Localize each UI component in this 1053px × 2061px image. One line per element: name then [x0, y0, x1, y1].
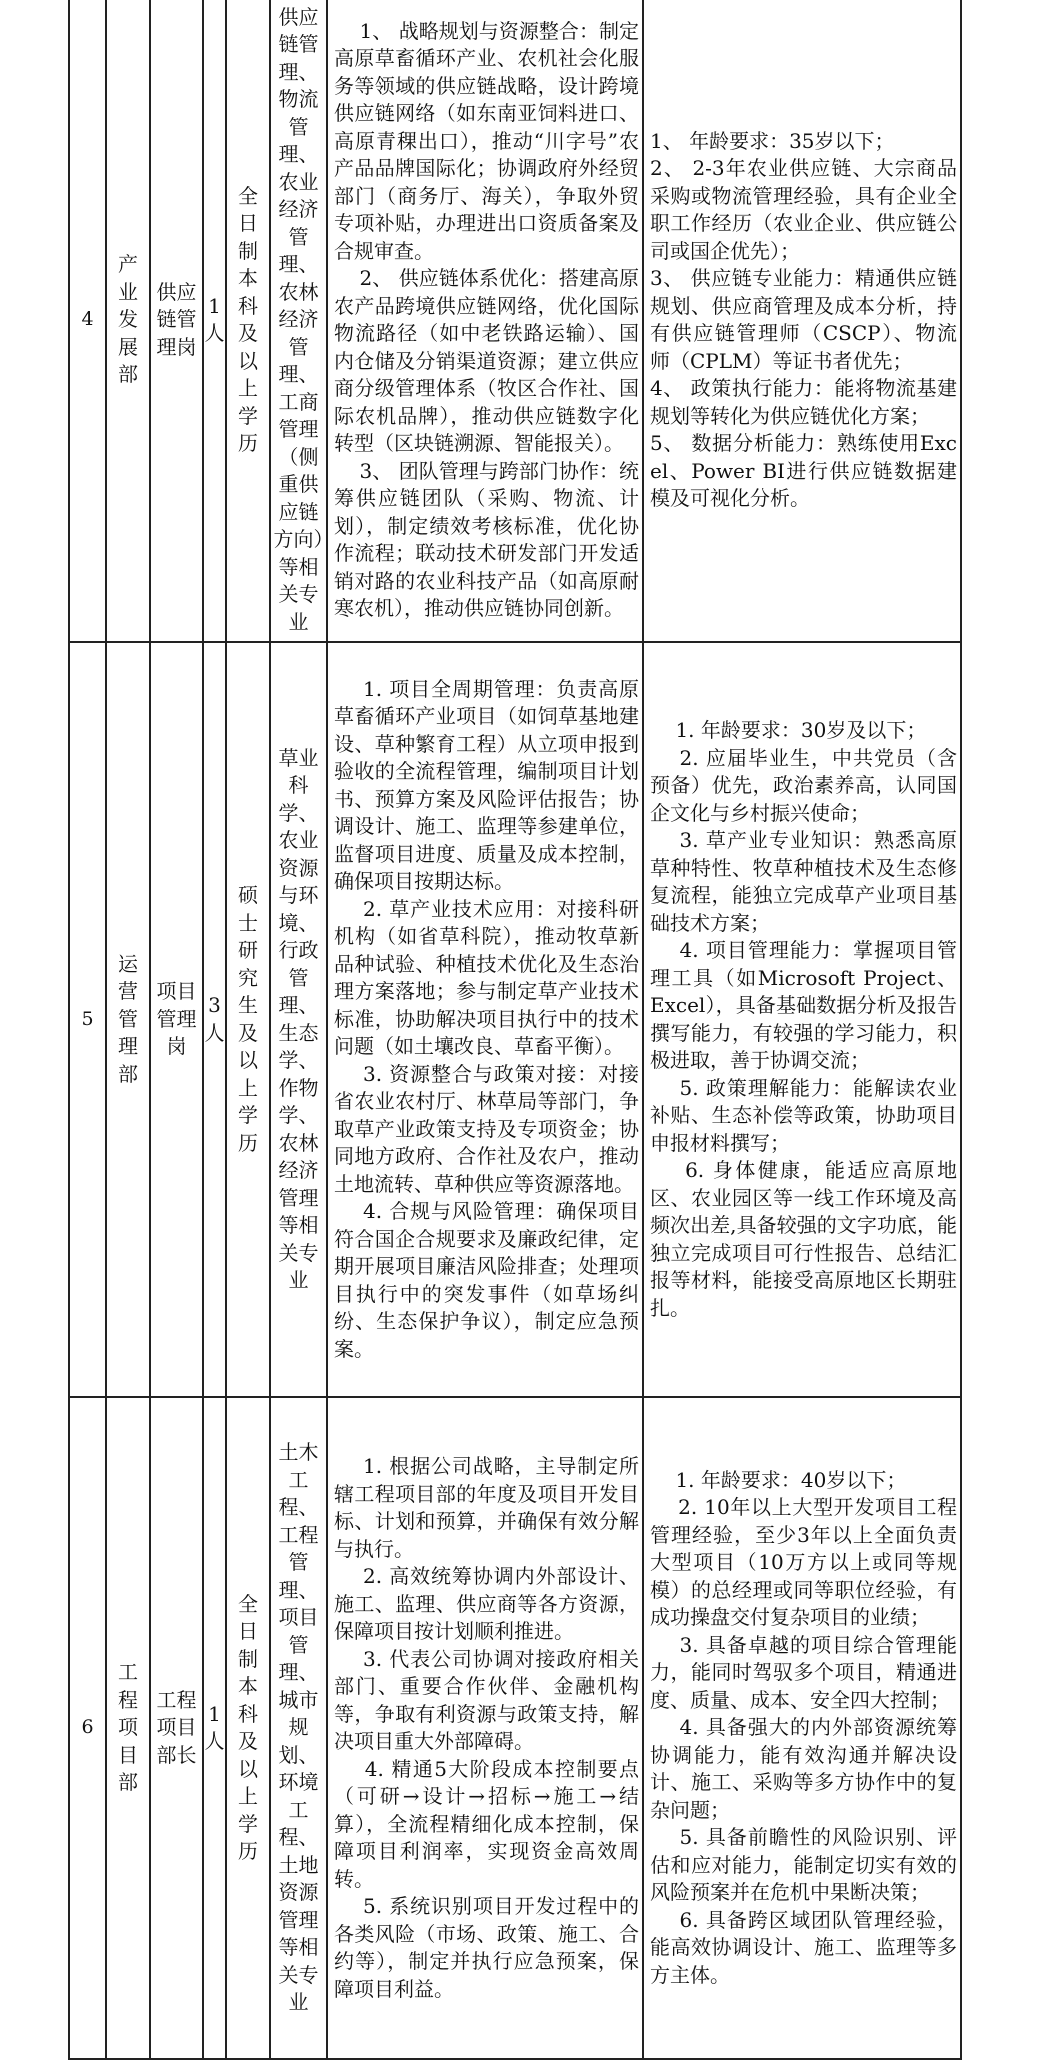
duties-cell — [327, 1397, 643, 2059]
duty-paragraph: 1. 根据公司战略，主导制定所辖工程项目部的年度及项目开发目标、计划和预算，并确保有效分解与执行。 — [334, 1454, 639, 1561]
duty-paragraph: 4. 精通5大阶段成本控制要点（可研→设计→招标→施工→结算），全流程精细化成本控制，保障项目利润率，实现资金高效周转。 — [334, 1756, 639, 1891]
requirement-paragraph: 2. 10年以上大型开发项目工程管理经验，至少3年以上全面负责大型项目（10万方以上或同等规模）的总经理或同等职位经验，有成功操盘交付复杂项目的业绩； — [650, 1495, 958, 1630]
requirement-paragraph: 4、 政策执行能力：能将物流基建规划等转化为供应链优化方案； — [650, 376, 957, 428]
requirement-paragraph: 5. 具备前瞻性的风险识别、评估和应对能力，能制定切实有效的风险预案并在危机中果断决策； — [650, 1825, 957, 1905]
department-cell: 工程项目部 — [106, 1397, 150, 2059]
department-cell: 运营管理部 — [106, 642, 150, 1397]
requirement-paragraph: 3. 草产业专业知识：熟悉高原草种特性、牧草种植技术及生态修复流程，能独立完成草产业项目基础技术方案； — [650, 828, 957, 935]
major-cell: 草业科学、农业资源与环境、行政管理、生态学、作物学、农林经济管理等相关专业 — [270, 642, 327, 1397]
position-cell: 供应链管理岗 — [150, 0, 203, 642]
duty-paragraph: 1. 项目全周期管理：负责高原草畜循环产业项目（如饲草基地建设、草种繁育工程）从立项申报到验收的全流程管理，编制项目计划书、预算方案及风险评估报告；协调设计、施工、监理等参建单位，监督项目进度、质量及成本控制，确保项目按期达标。 — [334, 676, 639, 894]
duty-paragraph: 5. 系统识别项目开发过程中的各类风险（市场、政策、施工、合约等），制定并执行应急预案，保障项目利益。 — [334, 1894, 639, 2001]
page-left-edge — [0, 0, 2, 2061]
requirement-paragraph: 4. 项目管理能力：掌握项目管理工具（如Microsoft Project、Excel），具备基础数据分析及报告撰写能力，有较强的学习能力，积极进取，善于协调交流； — [650, 938, 957, 1072]
requirement-paragraph: 6. 具备跨区域团队管理经验，能高效协调设计、施工、监理等多方主体。 — [650, 1907, 957, 1987]
duty-paragraph: 3. 代表公司协调对接政府相关部门、重要合作伙伴、金融机构等，争取有利资源与政策支持，解决项目重大外部障碍。 — [334, 1646, 639, 1753]
department-cell: 产业发展部 — [106, 0, 150, 642]
serial-number-cell: 6 — [69, 1397, 106, 2059]
education-cell: 硕士研究生及以上学历 — [226, 642, 270, 1397]
headcount-cell: 1人 — [203, 1397, 226, 2059]
requirement-paragraph: 3. 具备卓越的项目综合管理能力，能同时驾驭多个项目，精通进度、质量、成本、安全四大控制； — [650, 1632, 957, 1712]
recruitment-table — [68, 0, 962, 2060]
requirement-paragraph: 1、 年龄要求：35岁以下； — [650, 128, 895, 153]
headcount-cell: 1人 — [203, 0, 226, 642]
duties-cell — [327, 0, 643, 642]
duty-paragraph: 4. 合规与风险管理：确保项目符合国企合规要求及廉政纪律，定期开展项目廉洁风险排查；处理项目执行中的突发事件（如草场纠纷、生态保护争议），制定应急预案。 — [334, 1199, 639, 1361]
requirement-paragraph: 1. 年龄要求：30岁及以下； — [650, 718, 927, 742]
requirement-paragraph: 2、 2-3年农业供应链、大宗商品采购或物流管理经验，具有企业全职工作经历（农业企业、供应链公司或国企优先）； — [650, 156, 957, 263]
requirement-paragraph: 5. 政策理解能力：能解读农业补贴、生态补偿等政策，协助项目申报材料撰写； — [650, 1075, 957, 1155]
row-engineering-director — [69, 1397, 961, 2059]
education-cell: 全日制本科及以上学历 — [226, 0, 270, 642]
requirements-cell — [643, 642, 961, 1397]
row-supply-chain-manager — [69, 0, 961, 642]
requirement-paragraph: 5、 数据分析能力：熟练使用Excel、Power BI进行供应链数据建模及可视化分析。 — [650, 431, 957, 510]
requirement-paragraph: 3、 供应链专业能力：精通供应链规划、供应商管理及成本分析，持有供应链管理师（CSCP）、物流师（CPLM）等证书者优先； — [650, 266, 957, 373]
duty-paragraph: 2、 供应链体系优化：搭建高原农产品跨境供应链网络，优化国际物流路径（如中老铁路运输）、国内仓储及分销渠道资源；建立供应商分级管理体系（牧区合作社、国际农机品牌），推动供应链数字化转型（区块链溯源、智能报关）。 — [334, 266, 639, 455]
duty-paragraph: 2. 高效统筹协调内外部设计、施工、监理、供应商等各方资源，保障项目按计划顺利推进。 — [334, 1564, 639, 1643]
duty-paragraph: 3. 资源整合与政策对接：对接省农业农村厅、林草局等部门，争取草产业政策支持及专项资金；协同地方政府、合作社及农户，推动土地流转、草种供应等资源落地。 — [334, 1061, 639, 1196]
row-project-manager — [69, 642, 961, 1397]
education-cell: 全日制本科及以上学历 — [226, 1397, 270, 2059]
requirements-cell — [643, 0, 961, 642]
headcount-cell: 3人 — [203, 642, 226, 1397]
duty-paragraph: 2. 草产业技术应用：对接科研机构（如省草科院），推动牧草新品种试验、种植技术优化及生态治理方案落地；参与制定草产业技术标准，协助解决项目执行中的技术问题（如土壤改良、草畜平衡）。 — [334, 896, 639, 1059]
position-cell: 工程项目部长 — [150, 1397, 203, 2059]
serial-number-cell: 4 — [69, 0, 106, 642]
duty-paragraph: 1、 战略规划与资源整合：制定高原草畜循环产业、农机社会化服务等领域的供应链战略，设计跨境供应链网络（如东南亚饲料进口、高原青稞出口），推动“川字号”农产品品牌国际化；协调政府外经贸部门（商务厅、海关），争取外贸专项补贴，办理进出口资质备案及合规审查。 — [334, 18, 639, 263]
requirement-paragraph: 6. 身体健康，能适应高原地区、农业园区等一线工作环境及高频次出差,具备较强的文字功底，能独立完成项目可行性报告、总结汇报等材料，能接受高原地区长期驻扎。 — [650, 1158, 957, 1320]
position-cell: 项目管理岗 — [150, 642, 203, 1397]
requirement-paragraph: 1. 年龄要求：40岁以下； — [650, 1467, 907, 1492]
requirement-paragraph: 4. 具备强大的内外部资源统筹协调能力，能有效沟通并解决设计、施工、采购等多方协作中的复杂问题； — [650, 1715, 957, 1822]
serial-number-cell: 5 — [69, 642, 106, 1397]
major-cell: 土木工程、工程管理、项目管理、城市规划、环境工程、土地资源管理等相关专业 — [270, 1397, 327, 2059]
duties-cell — [327, 642, 643, 1397]
requirement-paragraph: 2. 应届毕业生，中共党员（含预备）优先，政治素养高，认同国企文化与乡村振兴使命； — [650, 745, 957, 825]
requirements-cell — [643, 1397, 961, 2059]
duty-paragraph: 3、 团队管理与跨部门协作：统筹供应链团队（采购、物流、计划），制定绩效考核标准，优化协作流程；联动技术研发部门开发适销对路的农业科技产品（如高原耐寒农机），推动供应链协同创新。 — [334, 458, 639, 620]
major-cell: 供应链管理、物流管理、农业经济管理、农林经济管理、工商管理（侧重供应链方向）等相关专业 — [270, 0, 327, 642]
